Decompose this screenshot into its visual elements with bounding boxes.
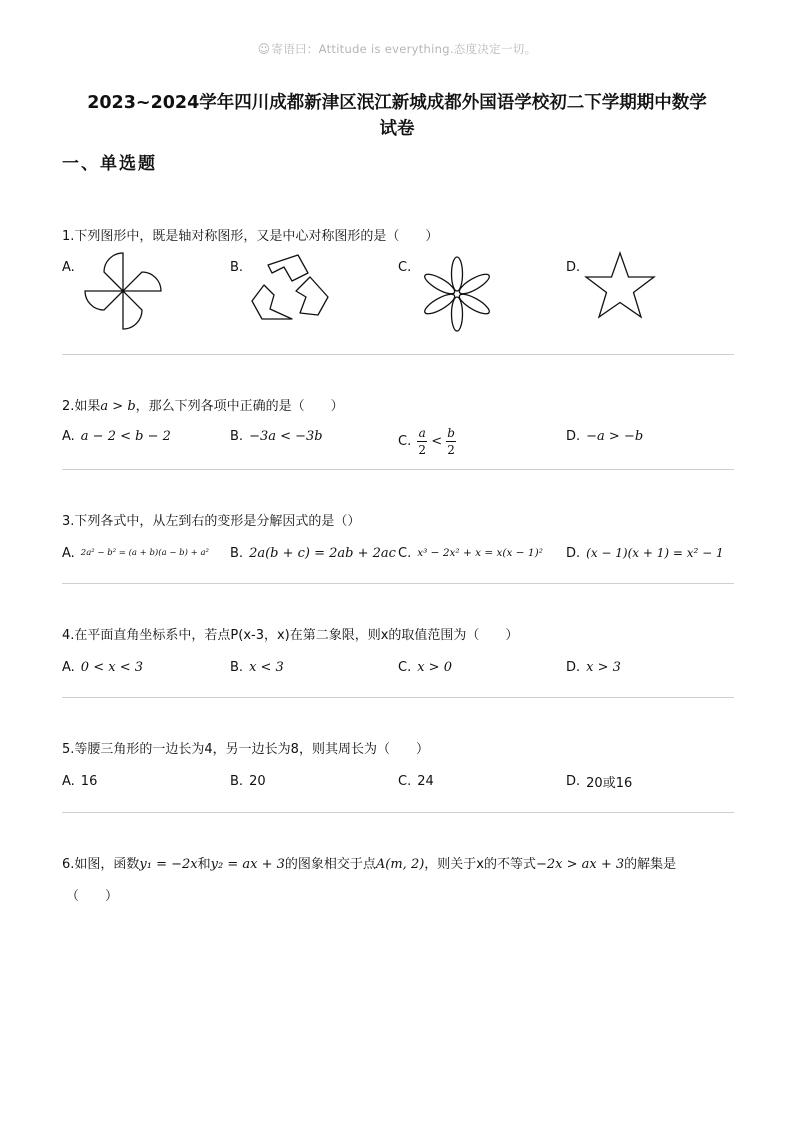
option-b[interactable]: B. 2a(b + c) = 2ab + 2ac xyxy=(230,545,396,561)
question-stem: 3.下列各式中，从左到右的变形是分解因式的是（） xyxy=(62,514,361,529)
document-title xyxy=(40,90,754,142)
option-c[interactable]: C. $\frac{a}{2}$ < $\frac{b}{2}$ xyxy=(398,425,455,457)
title-line-2: 试卷 xyxy=(379,119,415,139)
question-stem: 5.等腰三角形的一边长为4，另一边长为8，则其周长为（ ） xyxy=(62,742,429,757)
option-c[interactable]: C. 24 xyxy=(398,773,434,789)
pinwheel-figure-icon xyxy=(82,251,164,331)
question-stem: 4.在平面直角坐标系中，若点P(x-3，x)在第二象限，则x的取值范围为（ ） xyxy=(62,628,519,643)
option-d[interactable]: D. −a > −b xyxy=(566,428,644,444)
title-line-1: 2023~2024学年四川成都新津区泯江新城成都外国语学校初二下学期期中数学 xyxy=(87,93,707,113)
question-stem: 1.下列图形中，既是轴对称图形，又是中心对称图形的是（ ） xyxy=(62,229,439,244)
fraction: $\frac{b}{2}$ xyxy=(447,425,455,457)
question-divider xyxy=(62,354,734,355)
question-2 xyxy=(62,397,734,461)
question-divider xyxy=(62,469,734,470)
question-4 xyxy=(62,626,734,682)
question-divider xyxy=(62,583,734,584)
question-divider xyxy=(62,812,734,813)
option-c[interactable]: C. x > 0 xyxy=(398,659,452,675)
option-a[interactable]: A. 2a² − b² = (a + b)(a − b) + a² xyxy=(62,545,209,561)
question-stem xyxy=(62,397,734,417)
recycle-figure-icon xyxy=(248,251,332,323)
stem-text: 2.如果 xyxy=(62,399,101,414)
option-d[interactable]: D. (x − 1)(x + 1) = x² − 1 xyxy=(566,545,724,561)
option-a-label: A. xyxy=(62,260,75,275)
section-title: 一、单选题 xyxy=(62,154,157,174)
five-point-star-figure-icon xyxy=(584,251,656,321)
six-petal-flower-figure-icon xyxy=(416,253,498,335)
option-b[interactable]: B. −3a < −3b xyxy=(230,428,323,444)
option-c[interactable]: C. x³ − 2x² + x = x(x − 1)² xyxy=(398,545,543,561)
question-stem: 6.如图，函数y₁ = −2x和y₂ = ax + 3的图象相交于点A(m, 2)，则关于x的不等式−2x > ax + 3的解集是 xyxy=(62,857,677,872)
option-d-label: D. xyxy=(566,260,581,275)
options-row xyxy=(62,421,734,461)
stem-math: a > b xyxy=(100,399,136,414)
question-1-options xyxy=(62,247,734,347)
options-row xyxy=(62,538,734,568)
option-b-label: B. xyxy=(230,260,244,275)
question-divider xyxy=(62,697,734,698)
option-d[interactable]: D. x > 3 xyxy=(566,659,621,675)
page-header-motto xyxy=(0,41,794,57)
option-a[interactable]: A. 0 < x < 3 xyxy=(62,659,143,675)
option-c-label: C. xyxy=(398,260,412,275)
question-5 xyxy=(62,740,734,796)
option-b[interactable]: B. 20 xyxy=(230,773,266,789)
answer-parentheses: （ ） xyxy=(66,889,119,904)
option-b[interactable]: B. x < 3 xyxy=(230,659,284,675)
option-a[interactable]: A. 16 xyxy=(62,773,98,789)
motto-text: 寄语曰：Attitude is everything.态度决定一切。 xyxy=(271,42,537,56)
question-1 xyxy=(62,227,734,347)
question-3 xyxy=(62,512,734,568)
options-row xyxy=(62,766,734,796)
options-row xyxy=(62,652,734,682)
option-a[interactable]: A. a − 2 < b − 2 xyxy=(62,428,171,444)
stem-text: ，那么下列各项中正确的是（ ） xyxy=(135,399,344,414)
option-d[interactable]: D. 20或16 xyxy=(566,773,633,791)
question-6 xyxy=(62,855,734,907)
fraction: $\frac{a}{2}$ xyxy=(418,425,427,457)
smile-icon: ☺ xyxy=(257,42,271,56)
